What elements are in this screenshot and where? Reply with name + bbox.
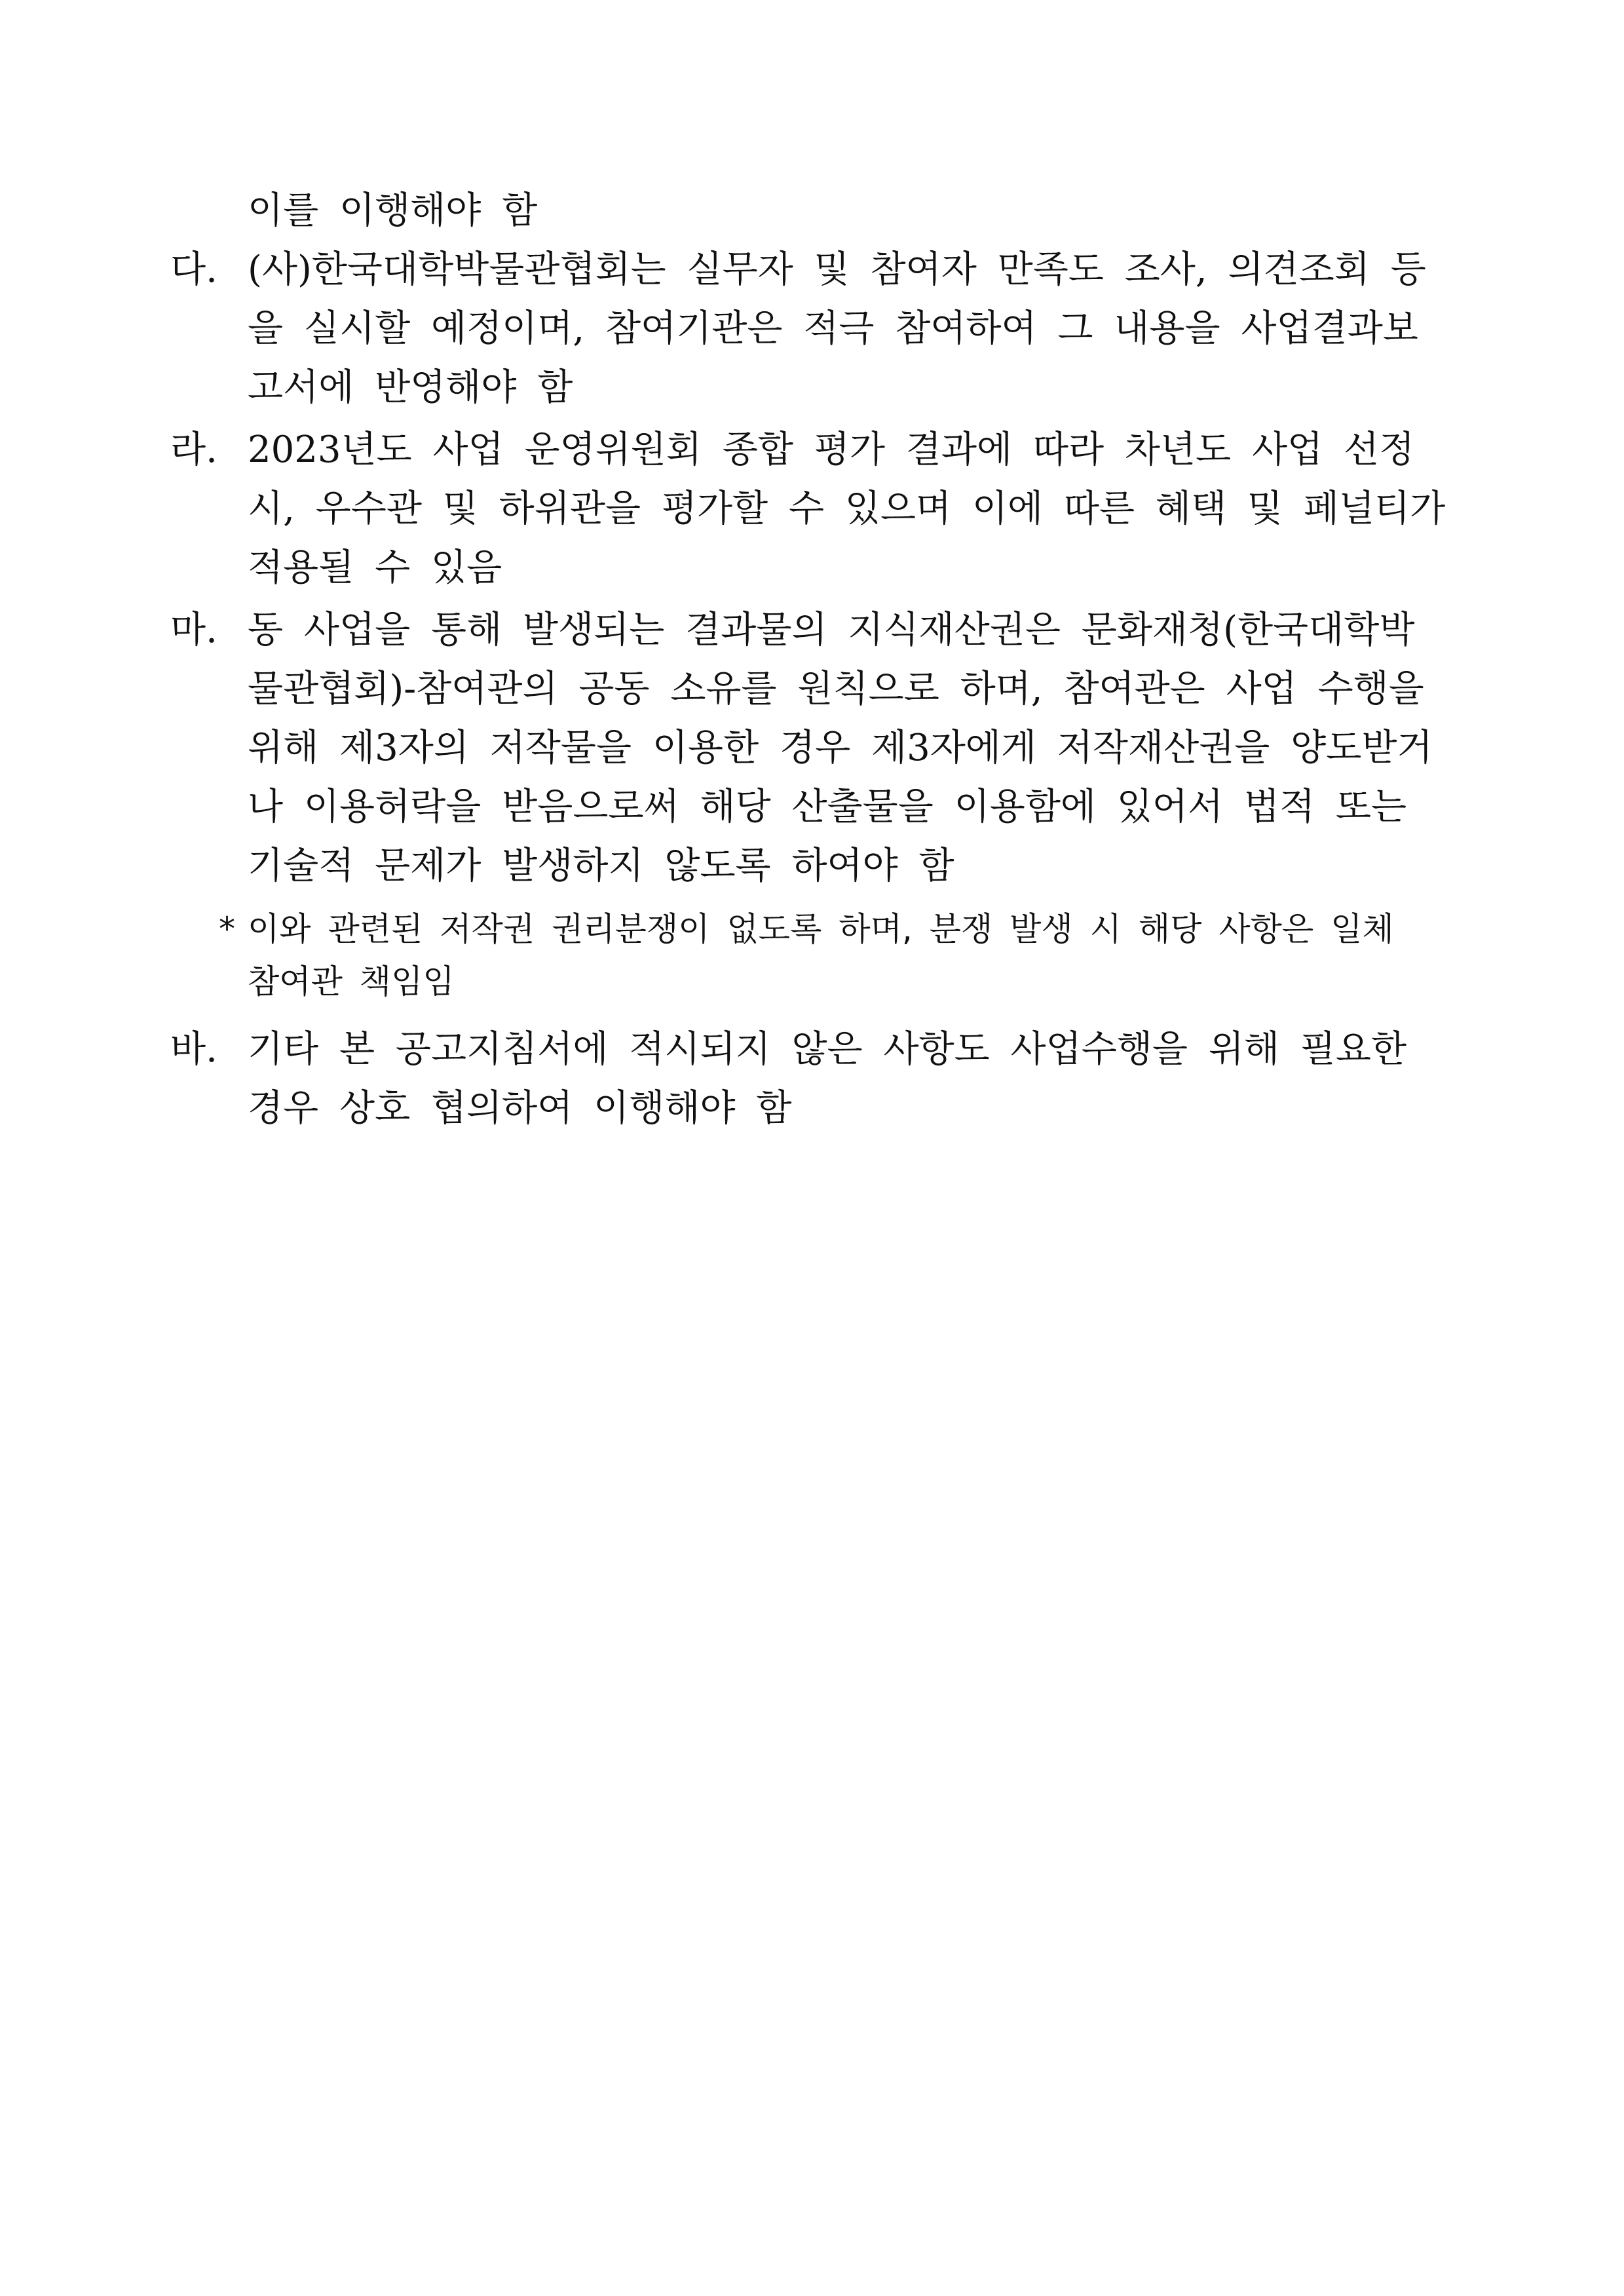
note-asterisk: * xyxy=(219,910,235,948)
item-ma-line-4: 나 이용허락을 받음으로써 해당 산출물을 이용함에 있어서 법적 또는 xyxy=(248,786,1407,828)
note-text-1: 이와 관련된 저작권 권리분쟁이 없도록 하며, 분쟁 발생 시 해당 사항은 일체 xyxy=(248,910,1394,948)
item-ba-text-1: 기타 본 공고지침서에 적시되지 않은 사항도 사업수행을 위해 필요한 xyxy=(248,1028,1407,1071)
item-da-line-3: 고서에 반영해야 함 xyxy=(248,366,573,409)
item-da-line-1 xyxy=(170,242,1466,297)
item-ba-marker: 바. xyxy=(170,1028,217,1071)
item-ma-line-1 xyxy=(170,603,1466,658)
item-ma-text-1: 동 사업을 통해 발생되는 결과물의 지식재산권은 문화재청(한국대학박 xyxy=(248,609,1415,651)
item-ra-line-1 xyxy=(170,423,1466,478)
item-ba-line-1 xyxy=(170,1022,1466,1077)
item-ba-line-2: 경우 상호 협의하여 이행해야 함 xyxy=(248,1087,792,1130)
item-ra-line-2: 시, 우수관 및 하위관을 평가할 수 있으며 이에 따른 혜택 및 페널티가 xyxy=(248,488,1446,530)
item-ma-line-3: 위해 제3자의 저작물을 이용한 경우 제3자에게 저작재산권을 양도받거 xyxy=(248,727,1433,769)
item-ra-marker: 라. xyxy=(170,429,217,471)
item-da-marker: 다. xyxy=(170,248,217,291)
note-line-2: 참여관 책임임 xyxy=(248,963,455,1001)
item-ra-text-1: 2023년도 사업 운영위원회 종합 평가 결과에 따라 차년도 사업 선정 xyxy=(248,429,1415,471)
item-da-text-1: (사)한국대학박물관협회는 실무자 및 참여자 만족도 조사, 의견조회 등 xyxy=(248,248,1426,291)
note-line-1 xyxy=(219,904,1466,954)
item-ma-line-5: 기술적 문제가 발생하지 않도록 하여야 함 xyxy=(248,845,954,887)
item-ma-marker: 마. xyxy=(170,609,217,651)
item-ma-line-2: 물관협회)-참여관의 공동 소유를 원칙으로 하며, 참여관은 사업 수행을 xyxy=(248,668,1424,710)
continuation-line: 이를 이행해야 함 xyxy=(248,189,538,232)
item-ra-line-3: 적용될 수 있음 xyxy=(248,546,502,589)
item-da-line-2: 을 실시할 예정이며, 참여기관은 적극 참여하여 그 내용을 사업결과보 xyxy=(248,307,1418,350)
